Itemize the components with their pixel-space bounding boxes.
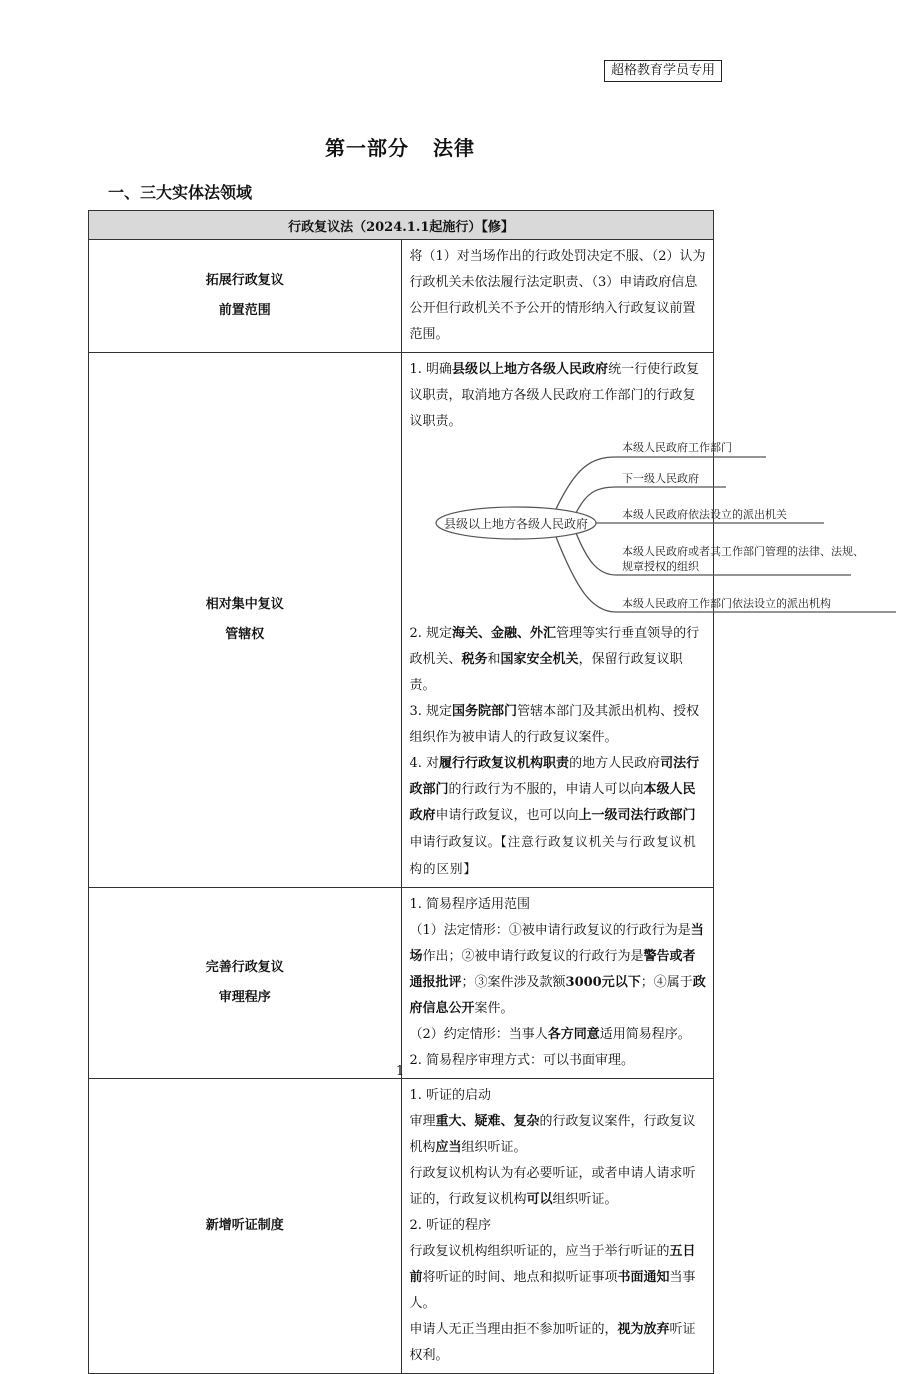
row-content-jurisdiction [401, 353, 864, 888]
mindmap-branch-1: 本级人民政府工作部门 [621, 441, 732, 454]
prereview-text: 将（1）对当场作出的行政处罚决定不服、（2）认为行政机关未依法履行法定职责、（3）申请政府信息公开但行政机关不予公开的情形纳入行政复议前置范围。 [409, 249, 706, 342]
jurisdiction-point-3: 3. 规定国务院部门管辖本部门及其派出机构、授权组织作为被申请人的行政复议案件。 [409, 704, 700, 745]
table-row [89, 353, 714, 888]
page-title [0, 132, 800, 161]
table-row [89, 1079, 714, 1374]
hearing-line-1: 1. 听证的启动 [409, 1088, 492, 1103]
handwritten-note: 【注意行政复议机关与行政复议机构的区别】 [409, 834, 697, 876]
law-summary-table [88, 210, 864, 1374]
jurisdiction-point-2: 2. 规定海关、金融、外汇管理等实行垂直领导的行政机关、税务和国家安全机关，保留行政复议职责。 [409, 626, 700, 693]
row-content-hearing [401, 1079, 714, 1374]
table-row [89, 240, 714, 353]
hearing-line-3: 行政复议机构认为有必要听证，或者申请人请求听证的，行政复议机构可以组织听证。 [409, 1166, 696, 1207]
mindmap-branch-5: 本级人民政府工作部门依法设立的派出机构 [621, 597, 831, 610]
jurisdiction-point-1: 1. 明确县级以上地方各级人民政府统一行使行政复议职责，取消地方各级人民政府工作部门的行政复议职责。 [409, 362, 700, 429]
row-label-review-procedure: 完善行政复议审理程序 [89, 888, 402, 1079]
jurisdiction-mindmap [426, 437, 906, 621]
section-heading: 一、三大实体法领域 [108, 183, 253, 202]
title-name: 法律 [433, 136, 475, 160]
row-content-prereview-scope [401, 240, 714, 353]
mindmap-center-label: 县级以上地方各级人民政府 [443, 517, 588, 531]
row-content-review-procedure [401, 888, 714, 1079]
mindmap-branch-4a: 本级人民政府或者其工作部门管理的法律、法规、 [621, 545, 864, 558]
table-row [89, 888, 714, 1079]
hearing-line-6: 申请人无正当理由拒不参加听证的，视为放弃听证权利。 [409, 1322, 696, 1363]
row-label-prereview-scope: 拓展行政复议前置范围 [89, 240, 402, 353]
procedure-line-1: 1. 简易程序适用范围 [409, 897, 531, 912]
hearing-line-5: 行政复议机构组织听证的，应当于举行听证的五日前将听证的时间、地点和拟听证事项书面通知当事人。 [409, 1244, 696, 1311]
student-only-badge: 超格教育学员专用 [604, 60, 722, 82]
mindmap-branch-4b: 规章授权的组织 [621, 560, 699, 573]
mindmap-branch-3: 本级人民政府依法设立的派出机关 [621, 508, 787, 521]
row-label-jurisdiction: 相对集中复议管辖权 [89, 353, 402, 888]
hearing-line-2: 审理重大、疑难、复杂的行政复议案件，行政复议机构应当组织听证。 [409, 1114, 696, 1155]
hearing-line-4: 2. 听证的程序 [409, 1218, 492, 1233]
mindmap-branch-2: 下一级人民政府 [621, 472, 699, 485]
title-part: 第一部分 [325, 136, 409, 160]
row-label-hearing: 新增听证制度 [89, 1079, 402, 1374]
page-number: 1 [395, 1064, 405, 1079]
procedure-line-2: （1）法定情形：①被申请行政复议的行政行为是当场作出；②被申请行政复议的行政行为是警告或者通报批评；③案件涉及款额3000元以下；④属于政府信息公开案件。 [409, 923, 706, 1016]
procedure-line-4: 2. 简易程序审理方式：可以书面审理。 [409, 1053, 635, 1068]
procedure-line-3: （2）约定情形：当事人各方同意适用简易程序。 [409, 1027, 691, 1042]
table-header: 行政复议法（2024.1.1起施行）【修】 [89, 211, 714, 240]
jurisdiction-point-4: 4. 对履行行政复议机构职责的地方人民政府司法行政部门的行政行为不服的，申请人可以向本级人民政府申请行政复议，也可以向上一级司法行政部门申请行政复议。【注意行政复议机关与行政复议机构的区别】 [409, 756, 700, 876]
